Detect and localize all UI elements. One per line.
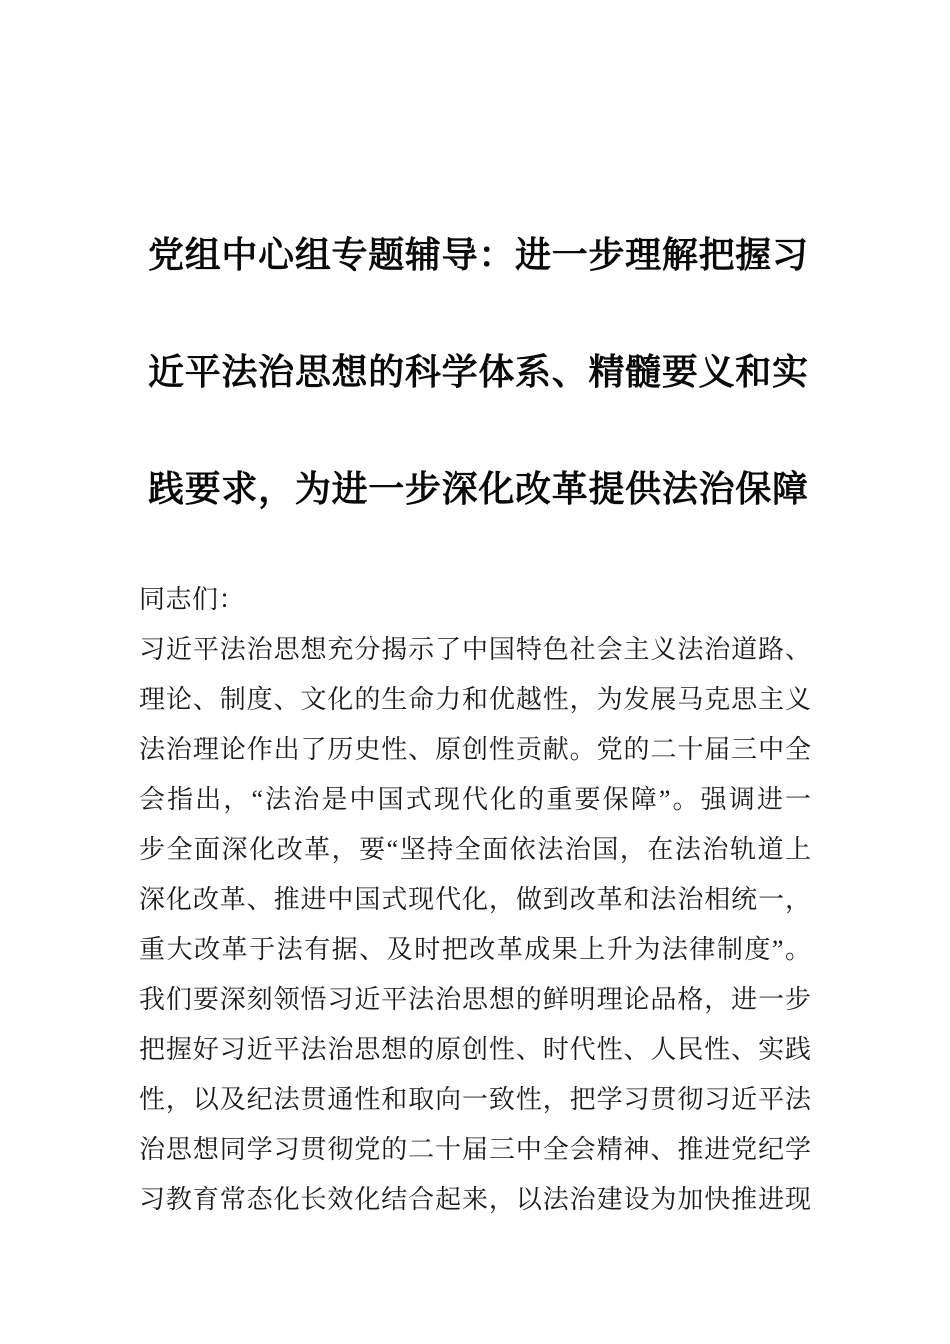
body-line-6: 深化改革、推进中国式现代化，做到改革和法治相统一，: [139, 885, 811, 914]
body-line-2: 理论、制度、文化的生命力和优越性，为发展马克思主义: [139, 685, 811, 714]
body-line-4: 会指出，“法治是中国式现代化的重要保障”。强调进一: [139, 785, 811, 814]
document-body: [139, 575, 811, 1225]
title-line-3: 践要求，为进一步深化改革提供法治保障: [148, 468, 808, 509]
body-line-9: 把握好习近平法治思想的原创性、时代性、人民性、实践: [139, 1035, 811, 1064]
salutation: 同志们：: [139, 585, 246, 614]
page-bottom-margin: [0, 1232, 950, 1344]
body-line-11: 治思想同学习贯彻党的二十届三中全会精神、推进党纪学: [139, 1135, 811, 1164]
title-line-2: 近平法治思想的科学体系、精髓要义和实: [148, 351, 808, 392]
body-line-1: 习近平法治思想充分揭示了中国特色社会主义法治道路、: [139, 635, 811, 664]
title-line-1: 党组中心组专题辅导：进一步理解把握习: [148, 234, 808, 275]
body-line-12: 习教育常态化长效化结合起来，以法治建设为加快推进现: [139, 1185, 811, 1214]
body-line-10: 性，以及纪法贯通性和取向一致性，把学习贯彻习近平法: [139, 1085, 811, 1114]
body-line-8: 我们要深刻领悟习近平法治思想的鲜明理论品格，进一步: [139, 985, 811, 1014]
page-title: [148, 196, 808, 547]
body-line-7: 重大改革于法有据、及时把改革成果上升为法律制度”。: [139, 935, 811, 964]
body-line-3: 法治理论作出了历史性、原创性贡献。党的二十届三中全: [139, 735, 811, 764]
body-line-5: 步全面深化改革，要“坚持全面依法治国，在法治轨道上: [139, 835, 811, 864]
